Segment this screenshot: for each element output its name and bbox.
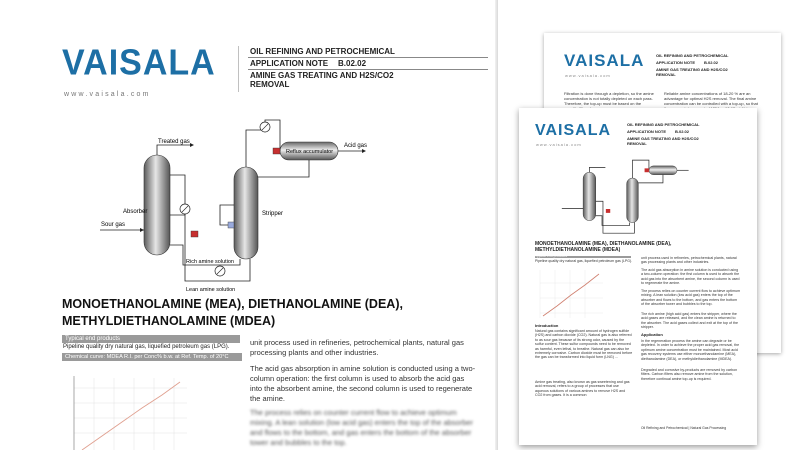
label-treated-gas: Treated gas <box>158 139 190 145</box>
application-text: In the regeneration process the amine can degrade or be depleted. In order to achieve the proper acid gas removal, the optimum amine concentration must be maintained. Most acid gas recovery systems use either monoethanolamine (MEA), diethanolamine (DEA), or methyldiethanolamine (MDEA). <box>641 339 740 361</box>
label-stripper: Stripper <box>262 211 284 217</box>
label-sour-gas: Sour gas <box>101 222 126 228</box>
stripper-column <box>627 178 639 223</box>
label-reflux-accumulator: Reflux accumulator <box>286 149 334 155</box>
body-paragraph: The rich amine (high acid gas) enters the stripper, where the acid gases are released, and the clean amine is returned to the absorber. The acid gases collect and exit at the top of the stripper. <box>641 312 739 330</box>
company-url: www.vaisala.com <box>64 91 151 98</box>
body-paragraph: The acid gas absorption in amine solution is conducted using a two-column operation: the first column is used to absorb the acid gas into the absorbent amine, the second column is used to regenerate the amine. <box>250 364 476 403</box>
company-url: www.vaisala.com <box>536 142 582 147</box>
header-note-number: B.02.02 <box>675 129 690 134</box>
header-note-label: APPLICATION NOTE <box>656 60 696 65</box>
section-heading-application: Application <box>641 332 663 337</box>
header-divider <box>238 46 239 92</box>
absorber-column <box>583 172 596 220</box>
concentration-chart <box>535 268 605 320</box>
chart-caption: Chemical curve: MDEA R.I. per Conc% b.w. at Ref. Temp. of 20°C <box>62 353 242 361</box>
header-subject: AMINE GAS TREATING AND H2S/CO2 <box>656 67 728 72</box>
section-heading-typical: Typical end products <box>62 335 240 343</box>
header-subject: AMINE GAS TREATING AND H2S/CO2 <box>627 136 699 141</box>
body-paragraph-blurred: The process relies on counter current flow to achieve optimum mixing. A lean solution (low acid gas) enters the top of the absorber and flows to the bottom, and gas enters the bottom of the absorber tower and bubbles to the top. <box>250 408 474 447</box>
sensor-icon <box>273 148 280 154</box>
sensor-icon <box>606 209 610 213</box>
sensor-icon <box>191 231 198 237</box>
header-rule <box>248 69 488 70</box>
company-url: www.vaisala.com <box>565 73 611 78</box>
column-text: Reliable amine concentrations of 18-20 % are an advantage for optimal H2S removal. The final amine concentration can be controlled with a top-up, so that <box>664 91 758 106</box>
process-flow-diagram <box>557 148 707 240</box>
header-subject-line2: REMOVAL <box>656 72 676 77</box>
header-note-number: B.02.02 <box>704 60 719 65</box>
header-note-number: B.02.02 <box>338 59 367 68</box>
header-category: OIL REFINING AND PETROCHEMICAL <box>250 47 395 56</box>
title-line-2: METHYLDIETHANOLAMINE (MDEA) <box>62 314 276 328</box>
header-rule <box>248 57 488 58</box>
document-title: MONOETHANOLAMINE (MEA), DIETHANOLAMINE (DEA), <box>535 241 672 247</box>
degraded-text: Degraded and corrosive by-products are removed by carbon filters. Carbon filters also remove amine from the solution, therefore continual amine top-up is required. <box>641 368 738 381</box>
typical-heading: Typical end products <box>535 254 568 258</box>
header-subject-line2: REMOVAL <box>250 80 290 89</box>
vaisala-logo: VAISALA <box>564 51 645 70</box>
chart-series-line <box>82 382 180 450</box>
body-paragraph: unit process used in refineries, petrochemical plants, natural gas processing plants and other industries. <box>250 338 464 357</box>
introduction-text: Natural gas contains significant amount of hydrogen sulfide (H2S) and carbon dioxide (CO2). Natural gas is also referred to as sour gas because of its strong odor, caused by the sulfur content. These sulfur compounds need to be removed as harmful, even lethal, to breathe. Natural gas can also be extremely corrosive. Carbon dioxide must be removed before the gas can be transformed into liquid form (LNG) ... <box>535 329 633 360</box>
header-note-label: APPLICATION NOTE <box>250 59 329 68</box>
vaisala-logo: VAISALA <box>62 43 216 83</box>
header-subject: AMINE GAS TREATING AND H2S/CO2 <box>250 71 394 80</box>
body-paragraph: unit process used in refineries, petrochemical plants, natural gas processing plants and other industries. <box>641 256 737 265</box>
amine-text: Amine gas treating, also known as gas sweetening and gas acid removal, refers to a group of processes that use aqueous solutions of various amines to remove H2S and CO2 from gases. It is a common <box>535 380 630 398</box>
stripper-column <box>234 167 258 259</box>
absorber-column <box>144 155 170 255</box>
chart-series-line <box>543 274 599 316</box>
header-note-label: APPLICATION NOTE <box>627 129 667 134</box>
header-category: OIL REFINING AND PETROCHEMICAL <box>656 53 729 58</box>
vaisala-logo: VAISALA <box>535 122 612 139</box>
pump-icon <box>228 222 234 228</box>
section-heading-introduction: Introduction <box>535 323 559 328</box>
process-flow-diagram <box>90 105 400 295</box>
label-lean-amine: Lean amine solution <box>186 287 236 293</box>
concentration-chart <box>62 368 192 450</box>
column-text: Filtration is done through a depletion, so the amine concentration is not totally depleted on each pass. Therefore, the top-up must be based on the <box>564 91 654 106</box>
label-absorber: Absorber <box>123 209 148 215</box>
reflux-accumulator-drum <box>649 166 677 175</box>
document-title <box>62 296 492 330</box>
title-line-1: MONOETHANOLAMINE (MEA), DIETHANOLAMINE (DEA), <box>62 297 403 311</box>
front-thumbnail-page <box>519 108 757 445</box>
header-subject-line2: REMOVAL <box>627 141 647 146</box>
page-footer: Oil Refining and Petrochemical | Natural Gas Processing <box>641 426 727 430</box>
body-paragraph: The process relies on counter current flow to achieve optimum mixing. A lean solution (low acid gas) enters the top of the absorber and flows to the bottom, and gas enters the bottom of the absorber tower and bubbles to the top. <box>641 289 741 307</box>
header-category: OIL REFINING AND PETROCHEMICAL <box>627 122 700 127</box>
label-rich-amine: Rich amine solution <box>186 259 234 265</box>
sensor-icon <box>645 168 649 172</box>
body-paragraph: The acid gas absorption in amine solution is conducted using a two-column operation: the first column is used to absorb the acid gas into the absorbent amine, the second column is used to regenerate the amine. <box>641 268 740 286</box>
label-acid-gas: Acid gas <box>344 143 368 149</box>
document-title-line2: METHYLDIETHANOLAMINE (MDEA) <box>535 247 621 253</box>
typical-products-text: Pipeline quality dry natural gas, liquefied petroleum gas (LPG). <box>63 344 230 350</box>
typical-text: Pipeline quality dry natural gas, liquefied petroleum gas (LPG). <box>535 259 633 263</box>
